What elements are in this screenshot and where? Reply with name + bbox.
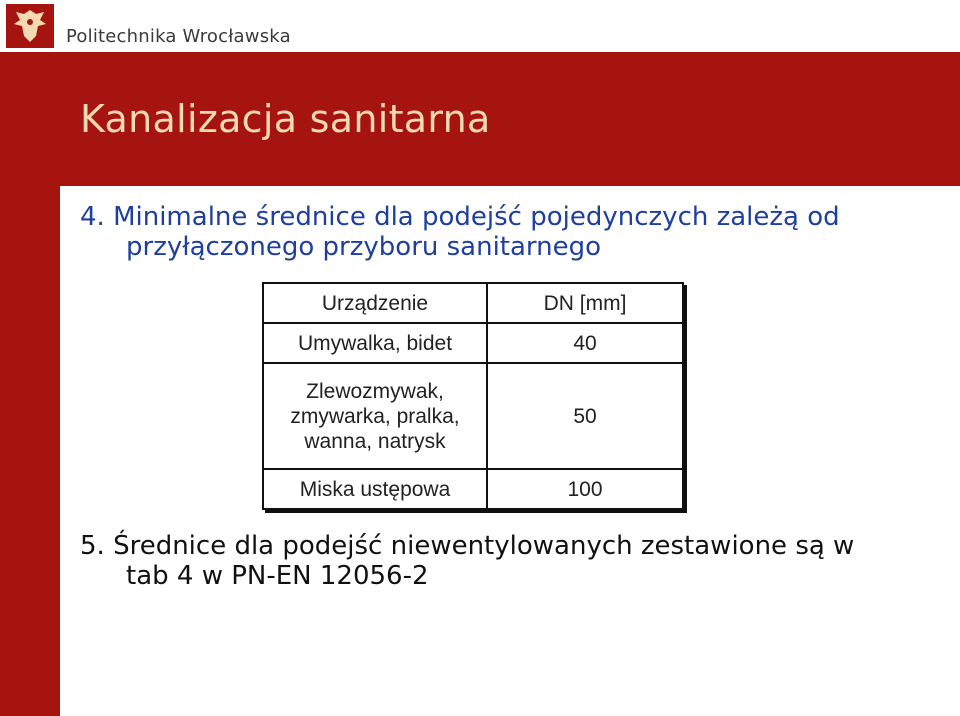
device-cell	[263, 363, 487, 469]
device-line: wanna, natrysk	[304, 429, 446, 453]
header-device: Urządzenie	[263, 283, 487, 323]
table-header-row	[263, 283, 683, 323]
point-5-line-1: 5. Średnice dla podejść niewentylowanych zestawione są w	[80, 531, 855, 561]
table-row	[263, 363, 683, 469]
header-dn: DN [mm]	[487, 283, 683, 323]
eagle-crest-icon	[6, 4, 54, 48]
dn-cell: 50	[487, 363, 683, 469]
table-row	[263, 469, 683, 509]
table-row	[263, 323, 683, 363]
dn-cell: 40	[487, 323, 683, 363]
dn-cell: 100	[487, 469, 683, 509]
organization-name: Politechnika Wrocławska	[66, 26, 291, 47]
device-line: Zlewozmywak,	[306, 379, 444, 403]
slide-title: Kanalizacja sanitarna	[80, 97, 491, 141]
device-line: Miska ustępowa	[299, 477, 451, 501]
point-4-line-2: przyłączonego przyboru sanitarnego	[126, 232, 602, 262]
device-line: zmywarka, pralka,	[290, 404, 460, 428]
left-accent-bar	[0, 52, 60, 716]
point-4-text	[80, 202, 950, 262]
device-cell	[263, 469, 487, 509]
device-cell	[263, 323, 487, 363]
point-5-line-2: tab 4 w PN-EN 12056-2	[126, 561, 429, 591]
point-5-text	[80, 531, 950, 591]
diameter-table	[262, 282, 684, 510]
device-line: Umywalka, bidet	[297, 331, 453, 355]
point-4-line-1: 4. Minimalne średnice dla podejść pojedynczych zależą od	[80, 202, 840, 232]
